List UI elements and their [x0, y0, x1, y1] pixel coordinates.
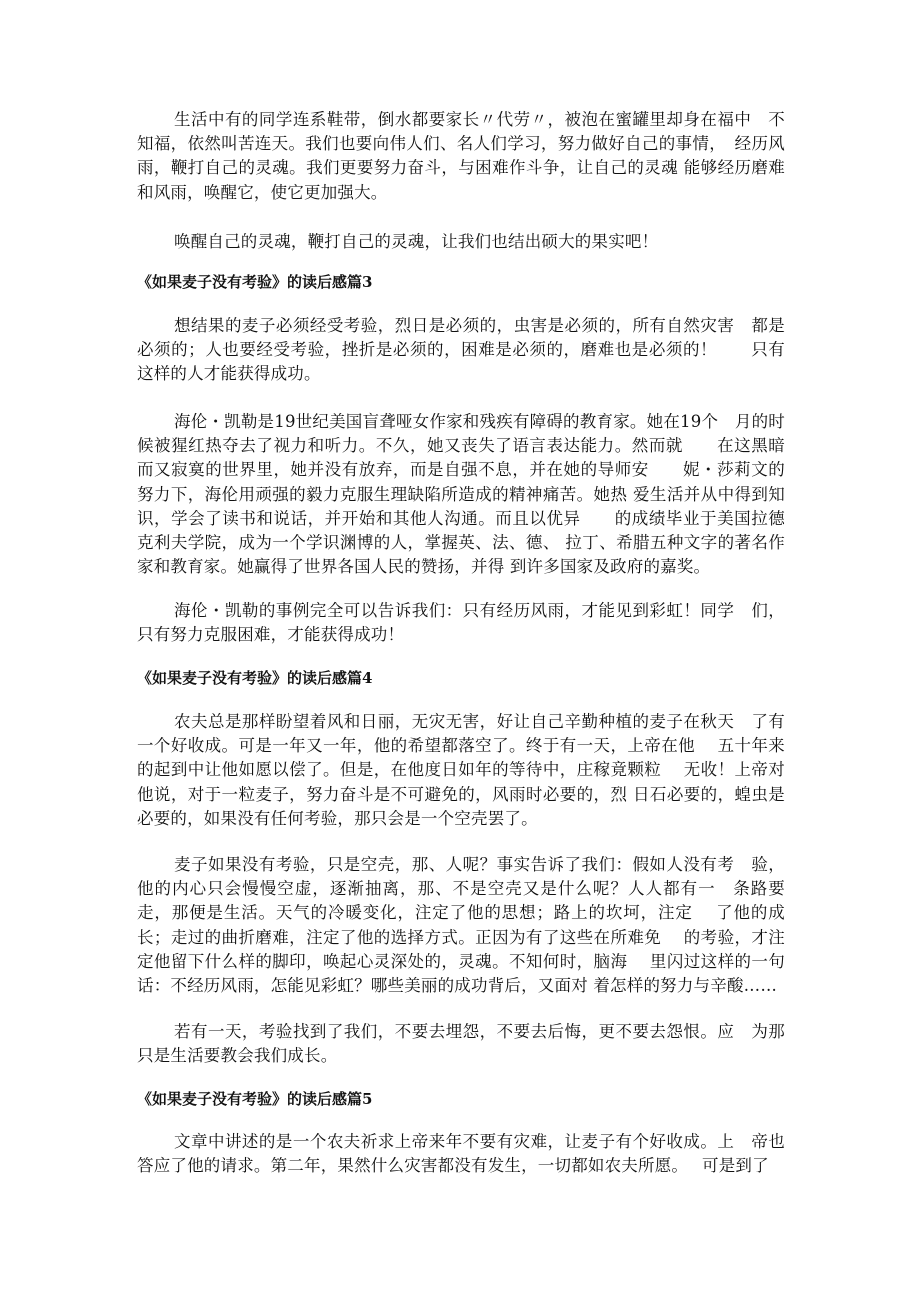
section-heading-5: 《如果麦子没有考验》的读后感篇5	[137, 1090, 373, 1108]
paragraph-awaken-soul: 唤醒自己的灵魂，鞭打自己的灵魂，让我们也结出硕大的果实吧！	[174, 232, 659, 251]
paragraph-empty-shell: 麦子如果没有考验，只是空壳，那、人呢？事实告诉了我们：假如人没有考 验，他的内心只会慢慢空虚，逐渐抽离，那、不是空壳又是什么呢？人人都有一 条路要走，那便是生活。天气的冷暖变化，注定了他的思想；路上的坎坷，注定 了他的成长；走过的曲折磨难，注定了他的选择方式。正因为有了这些在所难免 的考验，才注定他留下什么样的脚印，唤起心灵深处的，灵魂。不知何时，脑海 里闪过这样的一句话：不经历风雨，怎能见彩虹？哪些美丽的成功背后，又面对 着怎样的努力与辛酸……	[137, 855, 785, 996]
paragraph-face-trials: 若有一天，考验找到了我们，不要去埋怨，不要去后悔，更不要去怨恨。应 为那只是生活要教会我们成长。	[137, 1022, 785, 1066]
paragraph-story-summary: 文章中讲述的是一个农夫祈求上帝来年不要有灾难，让麦子有个好收成。上 帝也答应了他的请求。第二年，果然什么灾害都没有发生，一切都如农夫所愿。 可是到了	[137, 1132, 785, 1176]
paragraph-helen-lesson: 海伦・凯勒的事例完全可以告诉我们：只有经历风雨，才能见到彩虹！同学 们，只有努力克服困难，才能获得成功！	[137, 601, 785, 645]
paragraph-farmer-prayer: 农夫总是那样盼望着风和日丽，无灾无害，好让自己辛勤种植的麦子在秋天 了有一个好收成。可是一年又一年，他的希望都落空了。终于有一天，上帝在他 五十年来的起到中让他如愿以偿了。但是，在他度日如年的等待中，庄稼竟颗粒 无收！上帝对他说，对于一粒麦子，努力奋斗是不可避免的，风雨时必要的，烈 日石必要的，蝗虫是必要的，如果没有任何考验，那只会是一个空壳罢了。	[137, 712, 785, 828]
paragraph-student-reliance: 生活中有的同学连系鞋带，倒水都要家长〃代劳〃，被泡在蜜罐里却身在福中 不知福，依然叫苦连天。我们也要向伟人们、名人们学习，努力做好自己的事情， 经历风雨，鞭打自己的灵魂。我们更要努力奋斗，与困难作斗争，让自己的灵魂 能够经历磨难和风雨，唤醒它，使它更加强大。	[137, 110, 785, 202]
paragraph-wheat-trials: 想结果的麦子必须经受考验，烈日是必须的，虫害是必须的，所有自然灾害 都是必须的；人也要经受考验，挫折是必须的，困难是必须的，磨难也是必须的！ 只有这样的人才能获得成功。	[137, 316, 785, 384]
section-heading-4: 《如果麦子没有考验》的读后感篇4	[137, 669, 373, 687]
section-heading-3: 《如果麦子没有考验》的读后感篇3	[137, 273, 373, 291]
paragraph-helen-keller: 海伦・凯勒是19世纪美国盲聋哑女作家和残疾有障碍的教育家。她在19个 月的时候被猩红热夺去了视力和听力。不久，她又丧失了语言表达能力。然而就 在这黑暗而又寂寞的世界里，她并没有放弃，而是自强不息，并在她的导师安 妮・莎莉文的努力下，海伦用顽强的毅力克服生理缺陷所造成的精神痛苦。她热 爱生活并从中得到知识，学会了读书和说话，并开始和其他人沟通。而且以优异 的成绩毕业于美国拉德克利夫学院，成为一个学识渊博的人，掌握英、法、德、 拉丁、希腊五种文字的著名作家和教育家。她赢得了世界各国人民的赞扬，并得 到许多国家及政府的嘉奖。	[137, 412, 785, 577]
